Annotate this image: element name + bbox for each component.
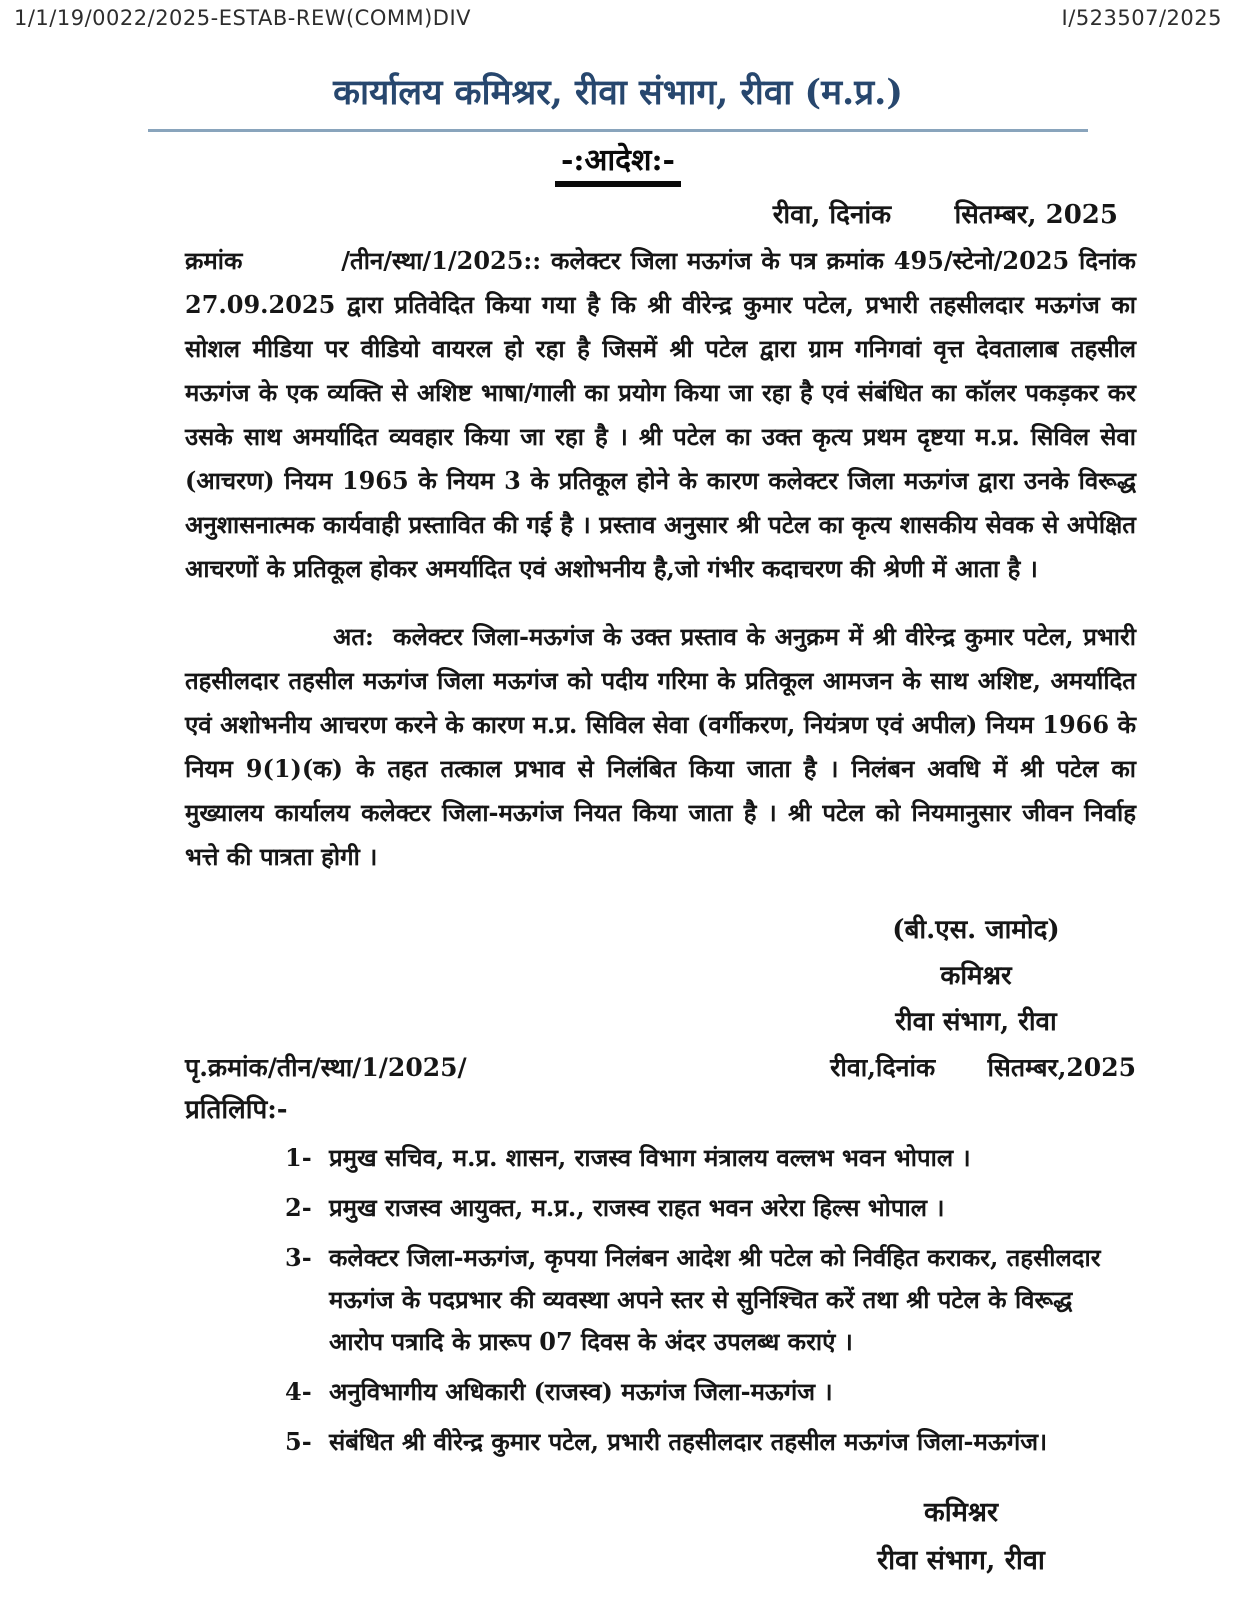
header-divider: [148, 129, 1088, 132]
signatory-division: रीवा संभाग, रीवा: [895, 1007, 1057, 1037]
endorsement-row: [185, 1047, 1136, 1089]
copy-list: [285, 1137, 1116, 1463]
office-title: कार्यालय कमिश्रर, रीवा संभाग, रीवा (म.प्र.): [333, 72, 903, 113]
copy-list-item: [285, 1421, 1116, 1463]
eoffice-number: I/523507/2025: [1061, 6, 1222, 30]
copy-item-text: प्रमुख राजस्व आयुक्त, म.प्र., राजस्व राहत भवन अरेरा हिल्स भोपाल ।: [329, 1193, 945, 1222]
copy-item-number: 2-: [285, 1193, 312, 1222]
copy-list-item: [285, 1371, 1116, 1413]
copy-item-number: 1-: [285, 1143, 312, 1172]
file-number: 1/1/19/0022/2025-ESTAB-REW(COMM)DIV: [14, 6, 472, 30]
order-heading-wrap: [0, 138, 1236, 187]
copy-item-number: 5-: [285, 1427, 312, 1456]
copy-list-heading: प्रतिलिपि:-: [185, 1095, 288, 1125]
copy-list-item: [285, 1137, 1116, 1179]
signatory-name: (बी.एस. जामोद): [892, 915, 1060, 945]
copy-item-text: कलेक्टर जिला-मऊगंज, कृपया निलंबन आदेश श्री पटेल को निर्वहित कराकर, तहसीलदार मऊगंज के पदप्रभार की व्यवस्था अपने स्तर से सुनिश्चित करें तथा श्री पटेल के विरूद्ध आरोप पत्रादि के प्रारूप 07 दिवस के अंदर उपलब्ध कराएं ।: [329, 1243, 1101, 1356]
copy-item-text: अनुविभागीय अधिकारी (राजस्व) मऊगंज जिला-मऊगंज ।: [329, 1377, 833, 1406]
endorsement-place-date: रीवा,दिनांक सितम्बर,2025: [830, 1053, 1136, 1082]
copy-item-number: 4-: [285, 1377, 312, 1406]
document-header-row: [0, 0, 1236, 30]
order-paragraph-2: अत: कलेक्टर जिला-मऊगंज के उक्त प्रस्ताव के अनुक्रम में श्री वीरेन्द्र कुमार पटेल, प्रभारी तहसीलदार तहसील मऊगंज जिला मऊगंज को पदीय गरिमा के प्रतिकूल आमजन के साथ अशिष्ट, अमर्यादित एवं अशोभनीय आचरण करने के कारण म.प्र. सिविल सेवा (वर्गीकरण, नियंत्रण एवं अपील) नियम 1966 के नियम 9(1)(क) के तहत तत्काल प्रभाव से निलंबित किया जाता है । निलंबन अवधि में श्री पटेल का मुख्यालय कार्यालय कलेक्टर जिला-मऊगंज नियत किया जाता है । श्री पटेल को नियमानुसार जीवन निर्वाह भत्ते की पात्रता होगी ।: [185, 622, 1136, 871]
signature-block: [816, 907, 1136, 1045]
copy-item-text: संबंधित श्री वीरेन्द्र कुमार पटेल, प्रभारी तहसीलदार तहसील मऊगंज जिला-मऊगंज।: [329, 1427, 1048, 1456]
order-heading: -:आदेश:-: [555, 138, 681, 187]
order-paragraph-1: क्रमांक /तीन/स्था/1/2025:: कलेक्टर जिला मऊगंज के पत्र क्रमांक 495/स्टेनो/2025 दिनांक 27.09.2025 द्वारा प्रतिवेदित किया गया है कि श्री वीरेन्द्र कुमार पटेल, प्रभारी तहसीलदार मऊगंज का सोशल मीडिया पर वीडियो वायरल हो रहा है जिसमें श्री पटेल द्वारा ग्राम गनिगवां वृत्त देवतालाब तहसील मऊगंज के एक व्यक्ति से अशिष्ट भाषा/गाली का प्रयोग किया जा रहा है एवं संबंधित का कॉलर पकड़कर कर उसके साथ अमर्यादित व्यवहार किया जा रहा है । श्री पटेल का उक्त कृत्य प्रथम दृष्टया म.प्र. सिविल सेवा (आचरण) नियम 1965 के नियम 3 के प्रतिकूल होने के कारण कलेक्टर जिला मऊगंज द्वारा उनके विरूद्ध अनुशासनात्मक कार्यवाही प्रस्तावित की गई है । प्रस्ताव अनुसार श्री पटेल का कृत्य शासकीय सेवक से अपेक्षित आचरणों के प्रतिकूल होकर अमर्यादित एवं अशोभनीय है,जो गंभीर कदाचरण की श्रेणी में आता है ।: [185, 246, 1136, 583]
copy-list-item: [285, 1237, 1116, 1363]
endorsement-ref-number: पृ.क्रमांक/तीन/स्था/1/2025/: [185, 1053, 467, 1082]
copy-item-number: 3-: [285, 1243, 312, 1272]
signatory-designation: कमिश्नर: [940, 961, 1012, 991]
footer-signature-block: [801, 1489, 1121, 1585]
place-date-line: रीवा, दिनांक सितम्बर, 2025: [772, 200, 1118, 230]
copy-list-item: [285, 1187, 1116, 1229]
footer-designation: कमिश्नर: [923, 1497, 998, 1528]
copy-item-text: प्रमुख सचिव, म.प्र. शासन, राजस्व विभाग मंत्रालय वल्लभ भवन भोपाल ।: [329, 1143, 971, 1172]
footer-division: रीवा संभाग, रीवा: [877, 1545, 1045, 1576]
